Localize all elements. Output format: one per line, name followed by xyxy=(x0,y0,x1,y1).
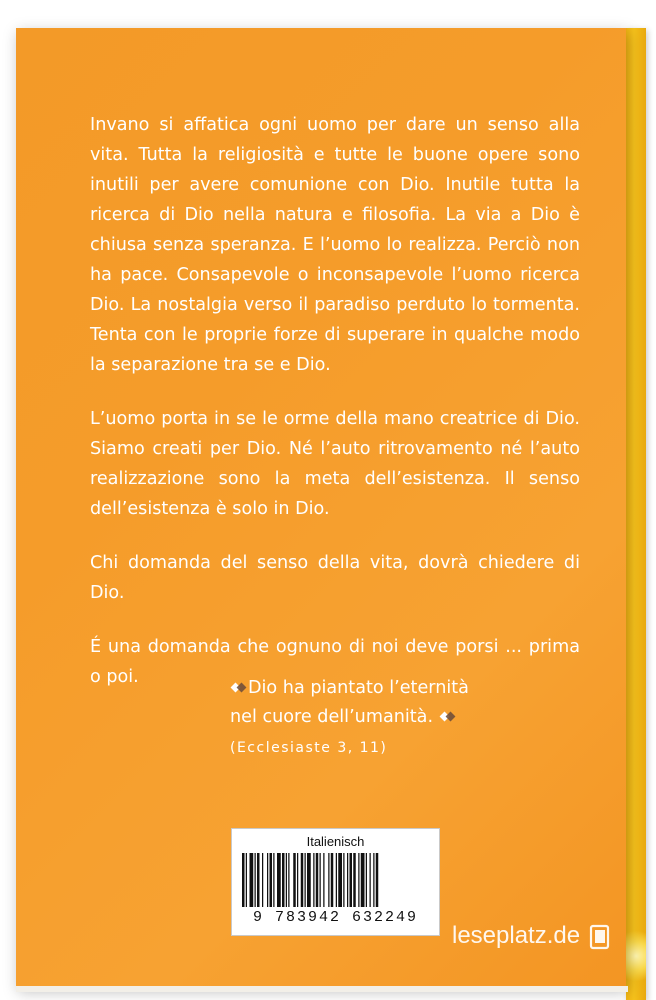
watermark xyxy=(452,922,611,950)
diamond-ornament-icon xyxy=(441,712,455,722)
blurb-text xyxy=(90,110,580,716)
barcode-digits: 9 783942 632249 xyxy=(252,909,419,926)
spine-light-flare xyxy=(626,926,646,986)
quote-text: Dio ha piantato l’eternità xyxy=(248,678,469,698)
quote-line-1 xyxy=(230,674,530,703)
barcode-language-label: Italienisch xyxy=(306,834,365,849)
blurb-paragraph: L’uomo porta in se le orme della mano creatrice di Dio. Siamo creati per Dio. Né l’auto ritrovamento né l’auto realizzazione sono la meta dell’esistenza. Il senso dell’esistenza è solo in Dio. xyxy=(90,409,580,519)
watermark-text: leseplatz.de xyxy=(452,922,581,949)
quote-line-2 xyxy=(230,703,530,732)
back-cover xyxy=(16,28,626,988)
book-spine xyxy=(626,28,646,1000)
quote-text: nel cuore dell’umanità. xyxy=(230,707,434,727)
isbn-barcode xyxy=(231,828,440,936)
paper-edge xyxy=(16,986,628,992)
barcode-bars xyxy=(240,853,430,909)
quote-reference: (Ecclesiaste 3, 11) xyxy=(230,740,388,756)
bible-quote xyxy=(230,674,530,763)
blurb-paragraph: Chi domanda del senso della vita, dovrà chiedere di Dio. xyxy=(90,553,580,603)
blurb-paragraph: Invano si affatica ogni uomo per dare un senso alla vita. Tutta la religiosità e tutte le buone opere sono inutili per avere comunione con Dio. Inutile tutta la ricerca di Dio nella natura e filosofia. La via a Dio è chiusa senza speranza. E l’uomo lo realizza. Perciò non ha pace. Consapevole o inconsapevole l’uomo ricerca Dio. La nostalgia verso il paradiso perduto lo tormenta. Tenta con le proprie forze di superare in qualche modo la separazione tra se e Dio. xyxy=(90,115,580,375)
diamond-ornament-icon xyxy=(232,683,246,693)
book xyxy=(16,28,642,988)
book-icon xyxy=(589,924,611,950)
blurb-paragraph: É una domanda che ognuno di noi deve porsi ... prima o poi. xyxy=(90,637,580,687)
